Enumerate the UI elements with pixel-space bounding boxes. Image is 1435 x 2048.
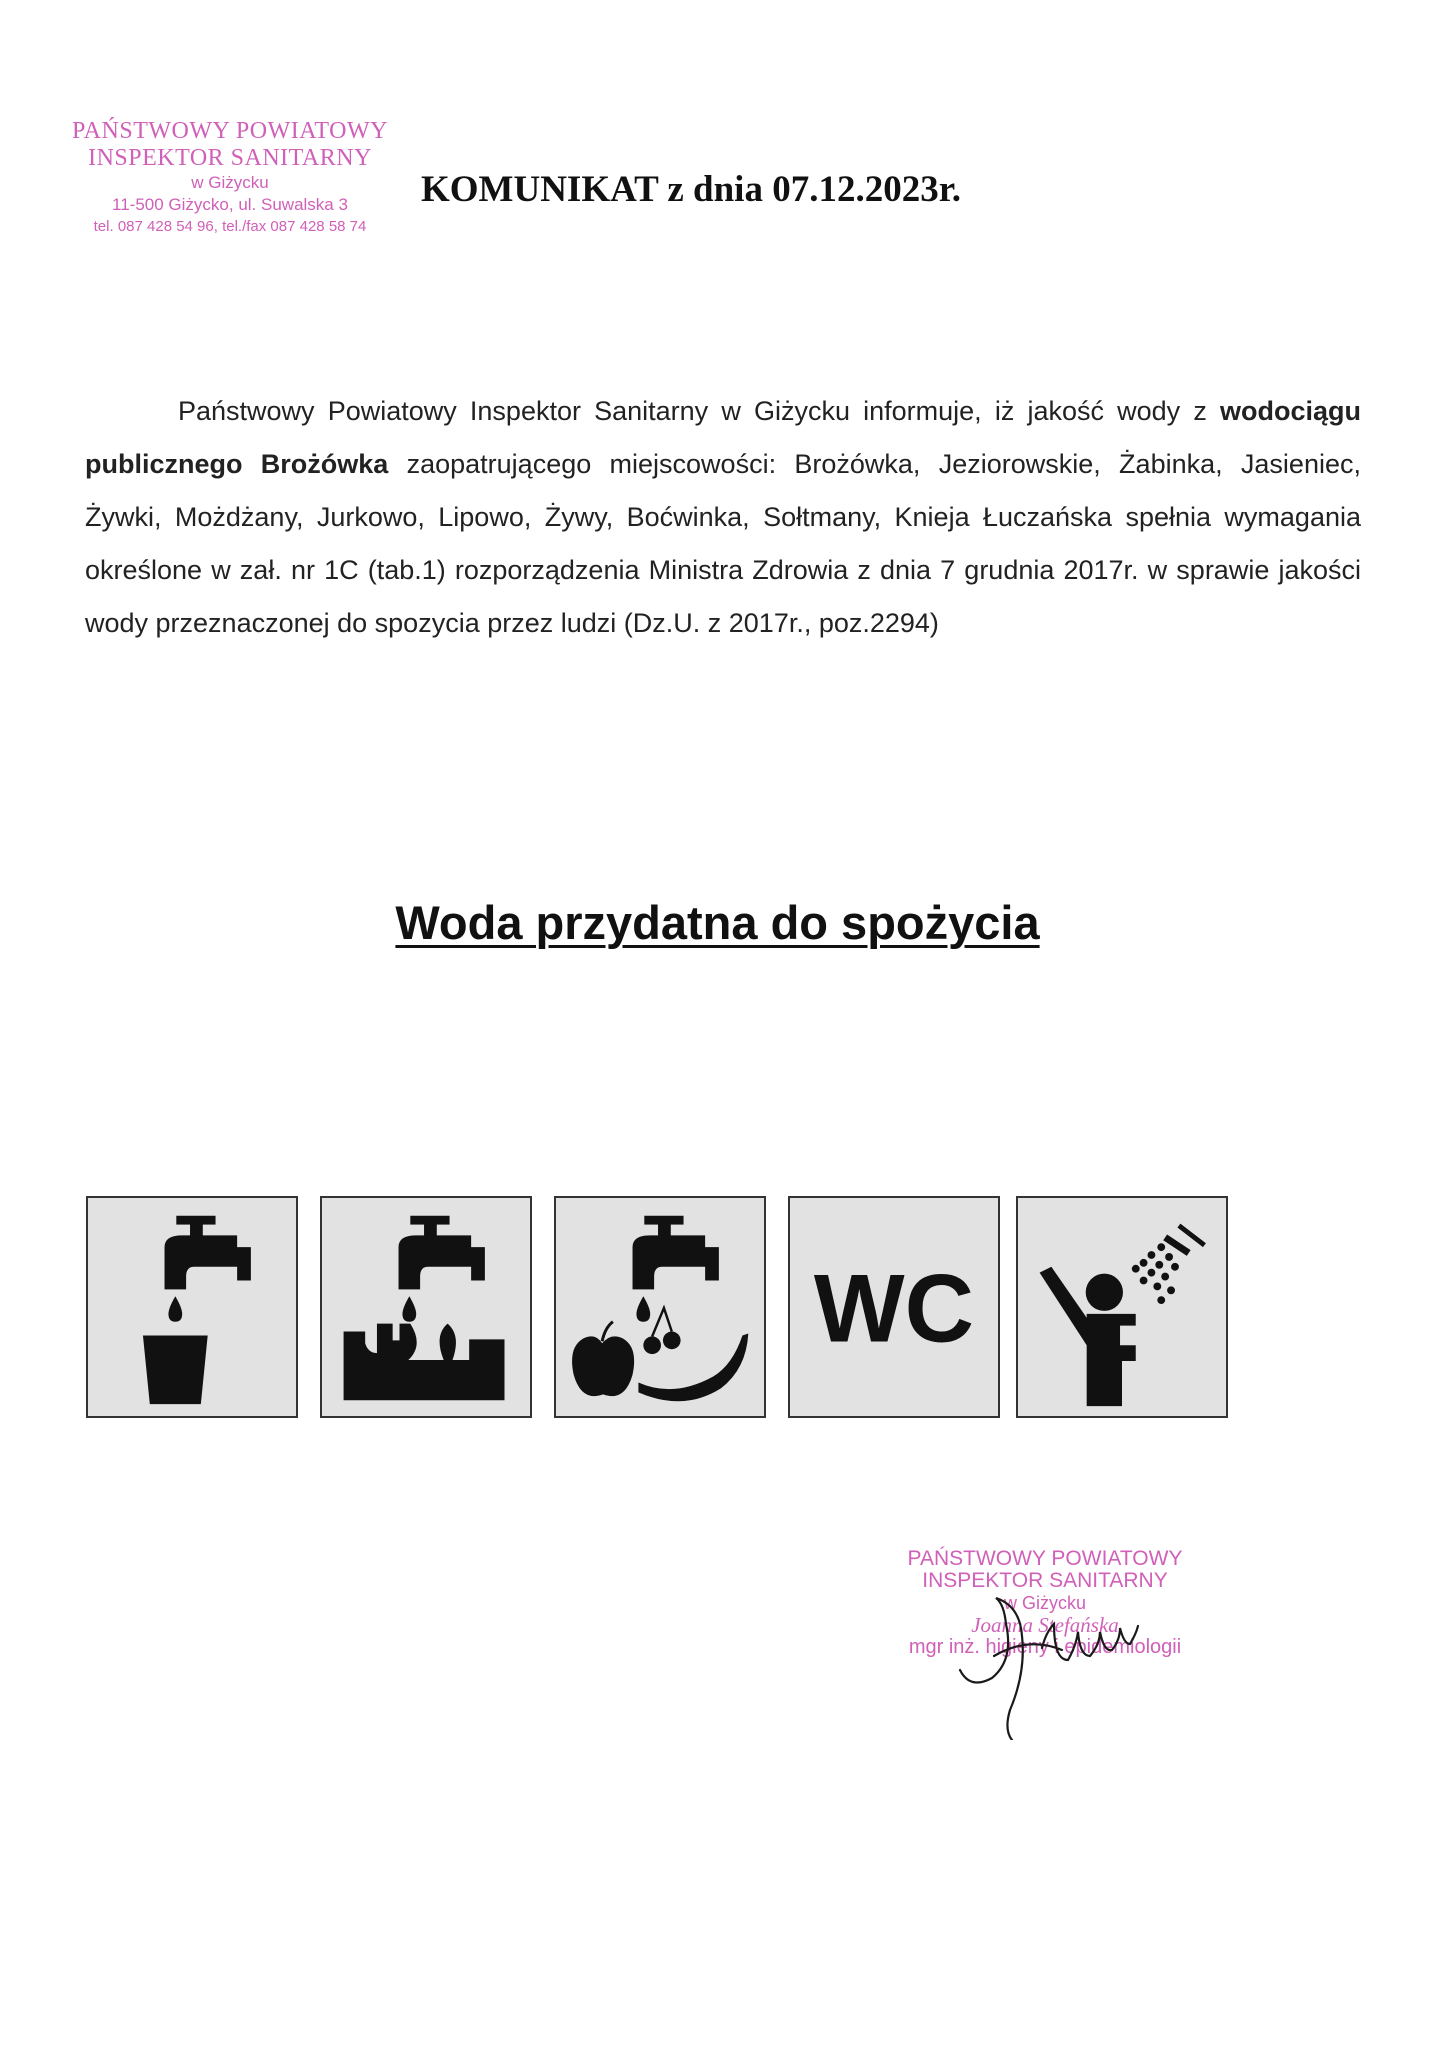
stamp-bottom-name: Joanna Stefańska [971,1613,1119,1637]
body-intro: Państwowy Powiatowy Inspektor Sanitarny w Giżycku informuje, iż jakość wody z [178,396,1207,426]
stamp-address: 11-500 Giżycko, ul. Suwalska 3 [112,195,348,214]
wc-label: WC [813,1255,975,1363]
signature-icon [950,1540,1170,1740]
stamp-line-1: PAŃSTWOWY POWIATOWY [72,118,388,144]
shower-icon [1016,1196,1228,1418]
document-title: KOMUNIKAT z dnia 07.12.2023r. [421,169,961,210]
wc-icon [788,1196,1000,1418]
headline-text: Woda przydatna do spożycia [395,896,1040,949]
inspector-stamp-top [40,118,420,238]
headline [0,895,1435,950]
drinking-water-icon [86,1196,298,1418]
washing-fruit-icon [554,1196,766,1418]
stamp-bottom-line-1: PAŃSTWOWY POWIATOWY [907,1547,1183,1570]
icon-row [0,1196,1435,1426]
dishwashing-icon [320,1196,532,1418]
announcement-body [85,385,1361,650]
stamp-line-2: INSPEKTOR SANITARNY [88,145,372,171]
stamp-line-3: w Giżycku [191,173,269,192]
stamp-bottom-line-2: INSPEKTOR SANITARNY [922,1569,1168,1592]
stamp-phone: tel. 087 428 54 96, tel./fax 087 428 58 74 [93,218,367,235]
body-rest: zaopatrującego miejscowości: Brożówka, Jeziorowskie, Żabinka, Jasieniec, Żywki, Możdżany, Jurkowo, Lipowo, Żywy, Boćwinka, Sołtmany, Knieja Łuczańska spełnia wymagania określone w zał. nr 1C (tab.1) rozporządzenia Ministra Zdrowia z dnia 7 grudnia 2017r. w sprawie jakości wody przeznaczonej do spozycia przez ludzi (Dz.U. z 2017r., poz.2294) [85,449,1361,638]
body-bold-waterworks: wodociągu publicznego Brożówka [85,396,1361,479]
stamp-bottom-line-3: w Giżycku [1003,1593,1086,1613]
stamp-bottom-title: mgr inż. higieny i epidemiologii [908,1636,1182,1658]
